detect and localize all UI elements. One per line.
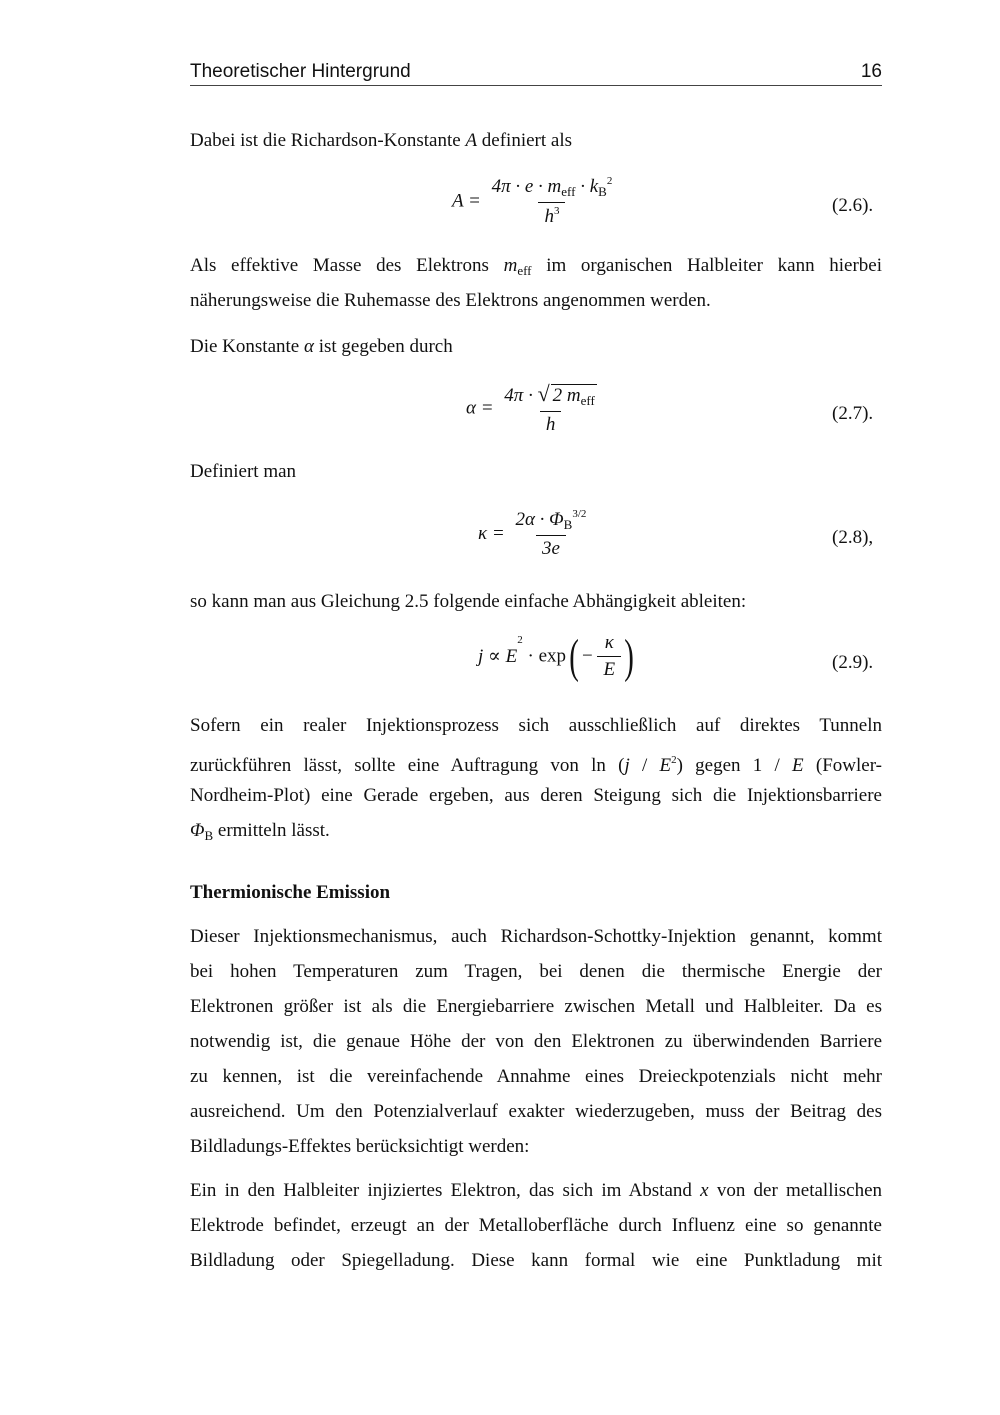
paragraph-tunneling-line4: $\Phi_B$ ermitteln lässt. xyxy=(190,820,330,843)
equation-2-6-label: (2.6). xyxy=(832,195,874,216)
header-title: Theoretischer Hintergrund xyxy=(190,61,411,82)
paragraph-richardson-intro: Dabei ist die Richardson-Konstante A definiert als xyxy=(190,130,573,151)
equation-2-7-label: (2.7). xyxy=(832,403,874,424)
paragraph-tunneling-line1: Sofern ein realer Injektionsprozess sich ausschließlich auf direktes Tunneln xyxy=(190,715,882,736)
equation-2-9-label: (2.9). xyxy=(832,652,874,673)
paragraph-thermionic-line4: notwendig ist, die genaue Höhe der von den Elektronen zu überwindenden Barriere xyxy=(190,1031,882,1052)
paragraph-thermionic-line5: zu kennen, ist die vereinfachende Annahme eines Dreieckpotenzials nicht mehr xyxy=(190,1066,882,1087)
paragraph-thermionic-line3: Elektronen größer ist als die Energiebarriere zwischen Metall und Halbleiter. Da es xyxy=(190,996,882,1017)
paragraph-thermionic-line2: bei hohen Temperaturen zum Tragen, bei denen die thermische Energie der xyxy=(190,961,882,982)
page-header xyxy=(190,58,882,86)
paragraph-derive: so kann man aus Gleichung 2.5 folgende einfache Abhängigkeit ableiten: xyxy=(190,591,747,612)
equation-2-6-fraction: $\frac{4\pi \cdot e \cdot m_{eff} \cdot k_B^2}{h^3}$ xyxy=(491,175,613,227)
paragraph-alpha-intro: Die Konstante α ist gegeben durch xyxy=(190,336,453,357)
paragraph-image-charge-line2: Elektrode befindet, erzeugt an der Metalloberfläche durch Influenz eine so genannte xyxy=(190,1215,882,1236)
section-heading: Thermionische Emission xyxy=(190,882,391,903)
paragraph-image-charge-line1: Ein in den Halbleiter injiziertes Elektron, das sich im Abstand x von der metallischen xyxy=(190,1180,883,1201)
paragraph-effective-mass-line2: näherungsweise die Ruhemasse des Elektrons angenommen werden. xyxy=(190,290,711,311)
paragraph-define: Definiert man xyxy=(190,461,297,482)
equation-2-6: A = $\frac{4\pi \cdot e \cdot m_{eff} \cdot k_B^2}{h^3}$ xyxy=(452,175,618,228)
paragraph-image-charge-line3: Bildladung oder Spiegelladung. Diese kann formal wie eine Punktladung mit xyxy=(190,1250,882,1271)
equation-2-8-label: (2.8), xyxy=(832,527,874,548)
equation-2-9: $j \propto E^2 \cdot \exp$( − $\frac{\kappa}{E}$ ) xyxy=(478,629,634,683)
page-number: 16 xyxy=(860,61,882,82)
equation-2-8-fraction: $\frac{2\alpha \cdot \Phi_B^{3/2}}{3e}$ xyxy=(515,508,587,559)
paragraph-thermionic-line1: Dieser Injektionsmechanismus, auch Richardson-Schottky-Injektion genannt, kommt xyxy=(190,926,882,947)
equation-2-8: κ = $\frac{2\alpha \cdot \Phi_B^{3/2}}{3e}$ xyxy=(478,508,592,560)
paragraph-thermionic-line7: Bildladungs-Effektes berücksichtigt werden: xyxy=(190,1136,530,1157)
symbol-A: A xyxy=(465,130,478,151)
equation-2-9-fraction: $\frac{\kappa}{E}$ xyxy=(597,632,621,681)
paragraph-tunneling-line2: zurückführen lässt, sollte eine Auftragung von $\ln (j / E^2)$ gegen 1 / E (Fowler- xyxy=(190,754,882,776)
equation-2-7: α = $\frac{4\pi \cdot √ 2 m_{eff}}{h}$ xyxy=(466,381,603,436)
paragraph-thermionic-line6: ausreichend. Um den Potenzialverlauf exakter wiederzugeben, muss der Beitrag des xyxy=(190,1101,882,1122)
equation-2-7-fraction: $\frac{4\pi \cdot √ 2 m_{eff}}{h}$ xyxy=(504,381,595,435)
paragraph-tunneling-line3: Nordheim-Plot) eine Gerade ergeben, aus deren Steigung sich die Injektionsbarriere xyxy=(190,785,882,806)
paragraph-effective-mass-line1: Als effektive Masse des Elektrons $m_{eff}$ im organischen Halbleiter kann hierbei xyxy=(190,255,882,278)
